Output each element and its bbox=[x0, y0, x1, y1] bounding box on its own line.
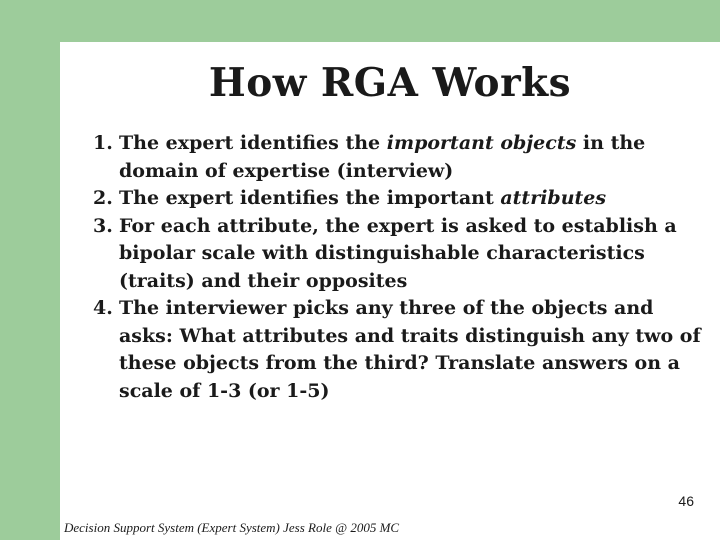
item-text: The expert identifies the bbox=[119, 132, 387, 154]
slide-content bbox=[60, 42, 720, 540]
list-item bbox=[93, 295, 713, 405]
list-item bbox=[93, 213, 713, 296]
item-number: 2. bbox=[93, 187, 113, 209]
page-number: 46 bbox=[678, 493, 694, 509]
list-item bbox=[93, 130, 713, 185]
item-text: For each attribute, the expert is asked to establish a bipolar scale with distinguishable characteristics (traits) and their opposites bbox=[119, 214, 677, 292]
item-emphasis: important objects bbox=[386, 132, 577, 154]
item-number: 3. bbox=[93, 214, 113, 237]
item-text: The interviewer picks any three of the objects and asks: What attributes and traits distinguish any two of these objects from the third? Translate answers on a scale of 1-3 (or 1-5) bbox=[119, 297, 701, 402]
left-frame-bar bbox=[0, 0, 60, 540]
footer-caption: Decision Support System (Expert System) Jess Role @ 2005 MC bbox=[64, 520, 400, 535]
top-frame-bar bbox=[0, 0, 720, 42]
item-number: 1. bbox=[93, 132, 113, 154]
item-text-after: in the domain of expertise (interview) bbox=[119, 132, 646, 182]
item-number: 4. bbox=[93, 297, 113, 319]
slide-title: How RGA Works bbox=[208, 60, 572, 106]
item-text: The expert identifies the important bbox=[119, 187, 501, 209]
bullet-list bbox=[93, 130, 713, 405]
list-item bbox=[93, 185, 713, 213]
item-emphasis: attributes bbox=[500, 187, 607, 209]
